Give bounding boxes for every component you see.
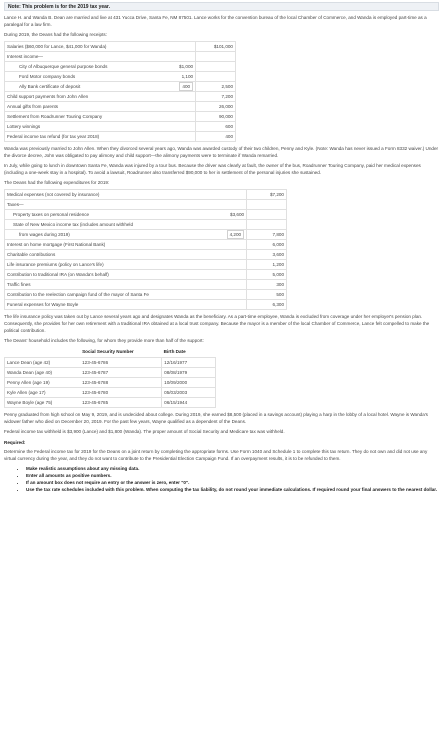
receipts-table — [4, 41, 236, 142]
row-value: 90,000 — [196, 112, 236, 122]
row-label: Medical expenses (not covered by insurance) — [5, 190, 214, 200]
table-row — [5, 132, 236, 142]
row-label: Charitable contributions — [5, 250, 214, 260]
member-name: Wayne Boyle (age 75) — [5, 397, 81, 407]
row-label: Contribution to the reelection campaign fund of the mayor of Santa Fe — [5, 290, 214, 300]
member-ssn: 123-45-6785 — [80, 397, 162, 407]
table-row — [5, 240, 287, 250]
row-label: Traffic fines — [5, 280, 214, 290]
intro-paragraph: Lance H. and Wanda B. Dean are married and live at 431 Yucca Drive, Santa Fe, NM 87501. Lance works for the convention bureau of the local Chamber of Commerce, and Wanda is employed part-time as a paralegal for a law firm. — [4, 15, 427, 27]
row-value: 5,000 — [247, 270, 287, 280]
table-row — [5, 62, 236, 72]
list-item: • If an amount box does not require an entry or the answer is zero, enter "0". — [26, 479, 439, 486]
receipts-intro: During 2019, the Deans had the following receipts: — [4, 32, 107, 37]
row-label: from wages during 2019) — [5, 230, 214, 240]
member-name: Kyle Allen (age 17) — [5, 387, 81, 397]
table-row — [5, 72, 236, 82]
row-value: 300 — [247, 280, 287, 290]
row-label: Interest income— — [5, 52, 162, 62]
row-total: 7,800 — [247, 230, 287, 240]
row-label: Annual gifts from parents — [5, 102, 162, 112]
row-value: 26,000 — [196, 102, 236, 112]
row-label: Lottery winnings — [5, 122, 162, 132]
life-insurance-paragraph: The life insurance policy was taken out by Lance several years ago and designates Wanda as the beneficiary. As a part-time employee, Wanda is excluded from coverage under her employer's pension plan. Consequently, she provides for her own retirement with a traditional IRA obtained at a local trust company. Because the mayor is a member of the local Chamber of Commerce, Lance felt compelled to make the political contribution. — [4, 314, 430, 333]
row-label: Settlement from Roadrunner Touring Company — [5, 112, 162, 122]
table-row — [5, 377, 216, 387]
row-label: Ally Bank certificate of deposit — [5, 82, 162, 92]
row-value: $101,000 — [196, 42, 236, 52]
row-label: State of New Mexico income tax (includes amount withheld — [5, 220, 214, 230]
row-label: Federal income tax refund (for tax year 2018) — [5, 132, 162, 142]
column-header — [5, 347, 81, 357]
table-row — [5, 102, 236, 112]
member-name: Lance Dean (age 42) — [5, 357, 81, 367]
row-value: 400 — [196, 132, 236, 142]
table-row — [5, 290, 287, 300]
row-label: Interest on home mortgage (First National Bank) — [5, 240, 214, 250]
member-dob: 08/08/1979 — [162, 367, 216, 377]
row-value: 1,100 — [162, 72, 196, 82]
row-label: Ford Motor company bonds — [5, 72, 162, 82]
column-header: Birth Date — [163, 349, 186, 355]
member-name: Wanda Dean (age 40) — [5, 367, 81, 377]
row-value: $7,200 — [247, 190, 287, 200]
custody-paragraph: Wanda was previously married to John Allen. When they divorced several years ago, Wanda was awarded custody of their two children, Penny and Kyle. (Note: Wanda has never issued a Form 8332 waiver.) Under the divorce decree, John was obligated to pay alimony and child support—the alimony payments were to terminate if Wanda remarried. — [4, 146, 439, 158]
table-row — [5, 260, 287, 270]
table-row — [5, 397, 216, 407]
expenditures-intro: The Deans had the following expenditures for 2019: — [4, 180, 110, 185]
row-label: Child support payments from John Allen — [5, 92, 162, 102]
row-value: 1,200 — [247, 260, 287, 270]
injury-paragraph: In July, while going to lunch in downtown Santa Fe, Wanda was injured by a tour bus. Because the driver was clearly at fault, the owner of the bus, Roadrunner Touring Company, paid her medical expenses (including a one-week stay in a hospital). To avoid a lawsuit, Roadrunner also transferred $90,000 to her in settlement of the personal injuries she sustained. — [4, 163, 421, 175]
table-row — [5, 367, 216, 377]
member-dob: 06/15/1944 — [162, 397, 216, 407]
table-row — [5, 230, 287, 240]
row-value: 500 — [247, 290, 287, 300]
household-intro: The Deans' household includes the following, for whom they provide more than half of the support: — [4, 338, 204, 343]
member-name: Penny Allen (age 19) — [5, 377, 81, 387]
row-value: $3,600 — [214, 210, 247, 220]
table-row — [5, 122, 236, 132]
row-label: Life insurance premiums (policy on Lance's life) — [5, 260, 214, 270]
member-ssn: 123-45-6780 — [80, 387, 162, 397]
row-label: Funeral expenses for Wayne Boyle — [5, 300, 214, 310]
table-row — [5, 112, 236, 122]
row-value: 4,200 — [227, 230, 245, 239]
row-value: 400 — [179, 82, 193, 91]
member-dob: 10/09/2000 — [162, 377, 216, 387]
instructions-list — [26, 465, 439, 493]
table-row — [5, 220, 287, 230]
member-ssn: 123-45-6787 — [80, 367, 162, 377]
household-header-row — [5, 347, 216, 357]
row-total: 2,500 — [196, 82, 236, 92]
row-label: Contribution to traditional IRA (on Wanda's behalf) — [5, 270, 214, 280]
column-header: Social Security Number — [82, 349, 134, 355]
row-label: Salaries ($60,000 for Lance, $41,000 for Wanda) — [5, 42, 162, 52]
expenditures-table — [4, 189, 287, 310]
household-table — [4, 347, 216, 408]
table-row — [5, 270, 287, 280]
list-item: • Enter all amounts as positive numbers. — [26, 472, 439, 479]
table-row — [5, 82, 236, 92]
table-row — [5, 300, 287, 310]
row-label: Taxes— — [5, 200, 214, 210]
table-row — [5, 52, 236, 62]
table-row — [5, 387, 216, 397]
table-row — [5, 210, 287, 220]
member-ssn: 123-45-6786 — [80, 357, 162, 367]
table-row — [5, 357, 216, 367]
member-dob: 12/16/1977 — [162, 357, 216, 367]
table-row — [5, 200, 287, 210]
table-row — [5, 92, 236, 102]
row-value: 6,000 — [247, 240, 287, 250]
table-row — [5, 42, 236, 52]
row-label: City of Albuquerque general purpose bonds — [5, 62, 162, 72]
row-value: $1,000 — [162, 62, 196, 72]
row-value: 6,300 — [247, 300, 287, 310]
list-item: • Use the tax rate schedules included with this problem. When computing the tax liability, do not round your immediate calculations. If required round your final answers to the nearest dollar. — [26, 486, 439, 493]
penny-paragraph: Penny graduated from high school on May 9, 2019, and is undecided about college. During 2019, she earned $8,500 (placed in a savings account) playing a harp in the lobby of a local hotel. Wayne is Wanda's widower father who died on December 20, 2019. For the past few years, Wayne qualified as a dependent of the Deans. — [4, 411, 428, 424]
row-value: 3,600 — [247, 250, 287, 260]
member-ssn: 123-45-6788 — [80, 377, 162, 387]
table-row — [5, 280, 287, 290]
note-banner: Note: This problem is for the 2019 tax year. — [4, 2, 439, 11]
table-row — [5, 250, 287, 260]
row-value: 7,200 — [196, 92, 236, 102]
member-dob: 05/03/2003 — [162, 387, 216, 397]
required-heading: Required: — [4, 439, 26, 445]
required-paragraph: Determine the Federal income tax for 2019 for the Deans on a joint return by completing the appropriate forms. Use Form 1040 and Schedule 1 to complete this tax return. They do not own and did not use any virtual currency during the year, and they do not want to contribute to the Presidential Election Campaign Fund. If an overpayment results, it is to be refunded to them. — [4, 448, 428, 461]
row-label: Property taxes on personal residence — [5, 210, 214, 220]
list-item: • Make realistic assumptions about any missing data. — [26, 465, 439, 472]
withholding-paragraph: Federal income tax withheld is $3,900 (Lance) and $1,800 (Wanda). The proper amount of Social Security and Medicare tax was withheld. — [4, 428, 285, 434]
row-value: 600 — [196, 122, 236, 132]
table-row — [5, 190, 287, 200]
